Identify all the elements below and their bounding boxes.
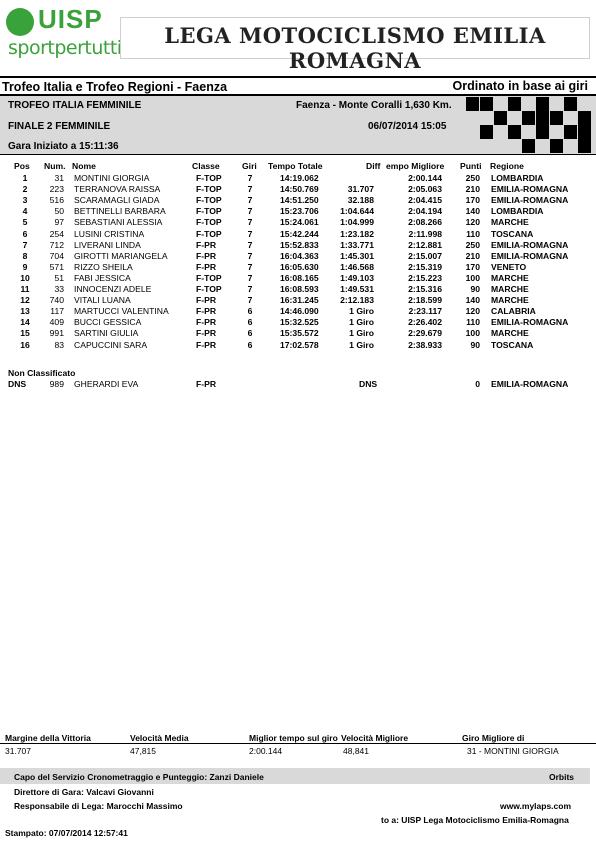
cell-classe: F-PR [196, 317, 217, 328]
col-pos: Pos [14, 161, 30, 171]
flag-square [494, 111, 507, 125]
col-num: Num. [44, 161, 66, 171]
race-start: Gara Iniziato a 15:11:36 [8, 141, 119, 152]
cell-tempo: 14:51.250 [280, 195, 319, 206]
cell-migliore: 2:29.679 [408, 328, 442, 339]
cell-tempo: 15:24.061 [280, 217, 319, 228]
flag-square [550, 139, 563, 153]
race-location: Faenza - Monte Coralli 1,630 Km. [296, 100, 452, 111]
cell-regione: TOSCANA [491, 339, 534, 350]
cell-diff: 1 Giro [349, 306, 374, 317]
cell-punti: 100 [465, 272, 480, 283]
cell-tempo: 15:23.706 [280, 206, 319, 217]
flag-square [578, 111, 591, 125]
cell-punti: 170 [465, 195, 480, 206]
velocita-value: 47,815 [130, 746, 156, 756]
cell-tempo: 15:32.525 [280, 317, 319, 328]
col-nome: Nome [72, 161, 96, 171]
cell-nome: CAPUCCINI SARA [74, 339, 148, 350]
cell-num: 31 [54, 173, 64, 183]
cell-pos: 15 [20, 328, 30, 339]
cell-pos: 5 [22, 217, 28, 228]
cell-nome: SCARAMAGLI GIADA [74, 195, 160, 206]
col-regione: Regione [490, 161, 524, 171]
cell-num: 740 [49, 295, 64, 306]
cell-giri: 7 [247, 239, 253, 250]
flag-square [536, 111, 549, 125]
flag-square [536, 97, 549, 111]
logo-uisp-text: UISP [38, 4, 103, 34]
cell-migliore: 2:15.223 [408, 272, 442, 283]
cell-giri: 7 [247, 184, 253, 195]
cell-pos: 9 [22, 261, 28, 272]
cell-classe: F-PR [196, 261, 217, 272]
cell-punti: 250 [465, 239, 480, 250]
cell-punti: 140 [465, 206, 480, 217]
cell-classe: F-PR [196, 295, 217, 306]
cell-num: 117 [50, 306, 64, 317]
cell-num: 223 [49, 184, 64, 195]
cell-giri: 7 [247, 272, 253, 283]
flag-square [466, 97, 479, 111]
cell-migliore: 2:15.007 [408, 250, 442, 261]
cell-tempo: 16:04.363 [280, 250, 319, 261]
cell-regione: LOMBARDIA [491, 173, 544, 183]
cell-nome: GIROTTI MARIANGELA [74, 250, 168, 261]
cell-migliore: 2:04.415 [408, 195, 442, 206]
miglior-tempo-value: 2:00.144 [249, 746, 283, 756]
cell-giri: 7 [247, 217, 253, 228]
col-migliore: empo Migliore [386, 161, 445, 171]
lega-title: LEGA MOTOCICLISMO EMILIA ROMAGNA [164, 23, 546, 73]
cell-classe: F-TOP [196, 184, 222, 195]
cell-migliore: 2:15.316 [408, 284, 442, 294]
cell-pos: 6 [22, 228, 28, 239]
direttore-gara: Direttore di Gara: Valcavi Giovanni [14, 787, 154, 797]
cell-tempo: 15:52.833 [280, 239, 319, 250]
cell-pos: 16 [20, 339, 30, 350]
cell-giri: 6 [247, 328, 253, 339]
cell-tempo: 16:31.245 [280, 295, 319, 306]
cell-migliore: 2:23.117 [408, 306, 442, 317]
col-classe: Classe [192, 161, 220, 171]
cell-num: 51 [54, 272, 64, 283]
nc-nome: GHERARDI EVA [74, 379, 139, 389]
cell-regione: MARCHE [491, 272, 529, 283]
cell-tempo: 15:42.244 [280, 228, 319, 239]
cell-giri: 7 [247, 173, 253, 183]
cell-pos: 14 [20, 317, 30, 328]
cell-classe: F-TOP [196, 195, 222, 206]
cell-regione: MARCHE [491, 284, 529, 294]
flag-square [508, 125, 521, 139]
licenza-note: to a: UISP Lega Motociclismo Emilia-Romagna [381, 815, 569, 825]
cell-num: 991 [49, 328, 64, 339]
cell-regione: EMILIA-ROMAGNA [491, 184, 569, 195]
cell-migliore: 2:04.194 [408, 206, 442, 217]
cell-migliore: 2:05.063 [408, 184, 442, 195]
cell-pos: 3 [22, 195, 28, 206]
cell-giri: 7 [247, 195, 253, 206]
flag-square [578, 139, 591, 153]
flag-square [508, 97, 521, 111]
page-title: Trofeo Italia e Trofeo Regioni - Faenza [2, 80, 228, 94]
cell-pos: 1 [22, 173, 28, 183]
cell-diff: 1:49.103 [340, 272, 374, 283]
cell-regione: MARCHE [491, 328, 529, 339]
cell-nome: RIZZO SHEILA [74, 261, 133, 272]
cell-punti: 90 [470, 339, 480, 350]
checkered-flag-icon [466, 97, 596, 153]
nc-classe: F-PR [196, 379, 217, 389]
non-classificato-label: Non Classificato [8, 368, 76, 378]
col-diff: Diff [366, 161, 381, 171]
cell-tempo: 14:50.769 [280, 184, 319, 195]
cell-nome: VITALI LUANA [74, 295, 131, 306]
flag-square [522, 111, 535, 125]
margine-value: 31.707 [5, 746, 31, 756]
cell-pos: 11 [20, 284, 30, 294]
flag-square [578, 125, 591, 139]
flag-square [550, 111, 563, 125]
divider [0, 76, 596, 78]
cell-diff: 1 Giro [349, 328, 374, 339]
cell-classe: F-TOP [196, 173, 222, 183]
cell-tempo: 16:08.165 [280, 272, 319, 283]
race-datetime: 06/07/2014 15:05 [368, 121, 447, 132]
cell-punti: 110 [466, 228, 480, 239]
cell-tempo: 14:19.062 [280, 173, 319, 183]
cell-giri: 7 [247, 295, 253, 306]
cell-classe: F-PR [196, 328, 217, 339]
cell-giri: 6 [247, 306, 253, 317]
orbits-label: Orbits [549, 772, 575, 782]
lega-banner [120, 17, 590, 73]
cell-diff: 1:49.531 [340, 284, 374, 294]
nc-status: DNS [359, 379, 378, 389]
cell-classe: F-TOP [196, 272, 222, 283]
cell-num: 712 [49, 239, 64, 250]
cell-giri: 7 [247, 250, 253, 261]
cell-classe: F-TOP [196, 217, 222, 228]
flag-square [522, 139, 535, 153]
cell-classe: F-TOP [196, 228, 222, 239]
cell-tempo: 16:08.593 [280, 284, 319, 294]
cell-migliore: 2:18.599 [408, 295, 442, 306]
cell-num: 33 [54, 284, 64, 294]
cell-punti: 110 [466, 317, 480, 328]
cell-classe: F-PR [196, 339, 217, 350]
flag-square [536, 125, 549, 139]
cell-migliore: 2:08.266 [408, 217, 442, 228]
cell-giri: 7 [247, 261, 253, 272]
cell-regione: MARCHE [491, 217, 529, 228]
miglior-tempo-label: Miglior tempo sul giro [249, 733, 338, 743]
cell-classe: F-TOP [196, 206, 222, 217]
divider [0, 154, 596, 155]
race-finale: FINALE 2 FEMMINILE [8, 121, 111, 132]
cell-pos: 13 [20, 306, 30, 317]
cell-num: 254 [49, 228, 64, 239]
nc-pos: DNS [8, 379, 27, 389]
cell-punti: 90 [470, 284, 480, 294]
cell-num: 571 [49, 261, 64, 272]
cell-classe: F-PR [196, 239, 217, 250]
cell-nome: LUSINI CRISTINA [74, 228, 145, 239]
cell-nome: SARTINI GIULIA [74, 328, 139, 339]
cell-diff: 1:46.568 [340, 261, 374, 272]
cell-migliore: 2:11.998 [408, 228, 442, 239]
cell-num: 704 [49, 250, 64, 261]
cell-punti: 170 [465, 261, 480, 272]
cell-num: 50 [54, 206, 64, 217]
cell-num: 97 [54, 217, 64, 228]
cell-diff: 1:04.644 [340, 206, 374, 217]
cell-migliore: 2:15.319 [408, 261, 442, 272]
uisp-logo [6, 4, 122, 64]
cell-pos: 10 [20, 272, 30, 283]
cell-classe: F-PR [196, 250, 217, 261]
cell-regione: EMILIA-ROMAGNA [491, 250, 569, 261]
cell-num: 83 [54, 339, 64, 350]
giro-migliore-value: 31 - MONTINI GIORGIA [467, 746, 559, 756]
cell-migliore: 2:12.881 [408, 239, 442, 250]
cell-nome: INNOCENZI ADELE [74, 284, 152, 294]
col-punti: Punti [460, 161, 482, 171]
website-link[interactable]: www.mylaps.com [500, 801, 572, 811]
cell-tempo: 16:05.630 [280, 261, 319, 272]
cell-diff: 31.707 [347, 184, 374, 195]
cell-regione: MARCHE [491, 295, 529, 306]
divider [0, 743, 596, 744]
cell-diff: 1 Giro [349, 339, 374, 350]
cell-nome: SEBASTIANI ALESSIA [74, 217, 163, 228]
cell-pos: 8 [22, 250, 28, 261]
flag-square [564, 97, 577, 111]
cell-tempo: 17:02.578 [280, 339, 319, 350]
cell-nome: BETTINELLI BARBARA [74, 206, 166, 217]
cell-regione: TOSCANA [491, 228, 534, 239]
cell-nome: MONTINI GIORGIA [74, 173, 150, 183]
cell-num: 516 [49, 195, 64, 206]
cell-nome: BUCCI GESSICA [74, 317, 142, 328]
cell-giri: 6 [247, 339, 253, 350]
col-giri: Giri [242, 161, 257, 171]
cell-regione: EMILIA-ROMAGNA [491, 195, 569, 206]
cell-punti: 140 [465, 295, 480, 306]
cell-migliore: 2:26.402 [408, 317, 442, 328]
cell-regione: EMILIA-ROMAGNA [491, 239, 569, 250]
cell-punti: 100 [465, 328, 480, 339]
cell-pos: 12 [20, 295, 30, 306]
cell-punti: 250 [465, 173, 480, 183]
cell-tempo: 15:35.572 [280, 328, 319, 339]
vel-migliore-value: 48,841 [343, 746, 369, 756]
cell-nome: FABI JESSICA [74, 272, 131, 283]
cell-diff: 1:45.301 [340, 250, 374, 261]
cell-pos: 4 [22, 206, 28, 217]
cell-diff: 1:04.999 [340, 217, 374, 228]
cell-diff: 1:33.771 [340, 239, 374, 250]
cell-regione: CALABRIA [491, 306, 536, 317]
vel-migliore-label: Velocità Migliore [341, 733, 409, 743]
sort-note: Ordinato in base ai giri [452, 79, 588, 93]
cell-diff: 32.188 [347, 195, 374, 206]
cell-migliore: 2:00.144 [408, 173, 442, 183]
cell-nome: TERRANOVA RAISSA [74, 184, 161, 195]
cell-classe: F-PR [196, 306, 217, 317]
nc-num: 989 [49, 379, 64, 389]
logo-sport-text: sportpertutti [8, 37, 122, 59]
cell-regione: VENETO [491, 261, 527, 272]
velocita-label: Velocità Media [130, 733, 189, 743]
flag-square [564, 125, 577, 139]
cell-punti: 120 [465, 306, 480, 317]
flag-square [480, 125, 493, 139]
responsabile-lega: Responsabile di Lega: Marocchi Massimo [14, 801, 183, 811]
nc-punti: 0 [475, 379, 480, 389]
nc-regione: EMILIA-ROMAGNA [491, 379, 569, 389]
cell-punti: 210 [465, 250, 480, 261]
flag-square [480, 97, 493, 111]
giro-migliore-label: Giro Migliore di [462, 733, 525, 743]
cell-diff: 2:12.183 [340, 295, 374, 306]
cell-giri: 7 [247, 228, 253, 239]
cell-punti: 210 [465, 184, 480, 195]
cell-tempo: 14:46.090 [280, 306, 319, 317]
cell-diff: 1:23.182 [340, 228, 374, 239]
cell-nome: MARTUCCI VALENTINA [74, 306, 169, 317]
cell-punti: 120 [465, 217, 480, 228]
cell-pos: 7 [22, 239, 28, 250]
cell-classe: F-TOP [196, 284, 222, 294]
cell-migliore: 2:38.933 [408, 339, 442, 350]
margine-label: Margine della Vittoria [5, 733, 91, 743]
col-tempo: Tempo Totale [268, 161, 323, 171]
cell-giri: 7 [247, 206, 253, 217]
stampato-date: Stampato: 07/07/2014 12:57:41 [5, 828, 128, 838]
cell-giri: 6 [247, 317, 253, 328]
cell-num: 409 [49, 317, 64, 328]
race-name: TROFEO ITALIA FEMMINILE [8, 100, 142, 111]
cell-giri: 7 [247, 284, 253, 294]
cell-pos: 2 [22, 184, 28, 195]
cell-regione: EMILIA-ROMAGNA [491, 317, 569, 328]
cell-regione: LOMBARDIA [491, 206, 544, 217]
capo-servizio: Capo del Servizio Cronometraggio e Punteggio: Zanzi Daniele [14, 772, 264, 782]
cell-nome: LIVERANI LINDA [74, 239, 141, 250]
cell-diff: 1 Giro [349, 317, 374, 328]
